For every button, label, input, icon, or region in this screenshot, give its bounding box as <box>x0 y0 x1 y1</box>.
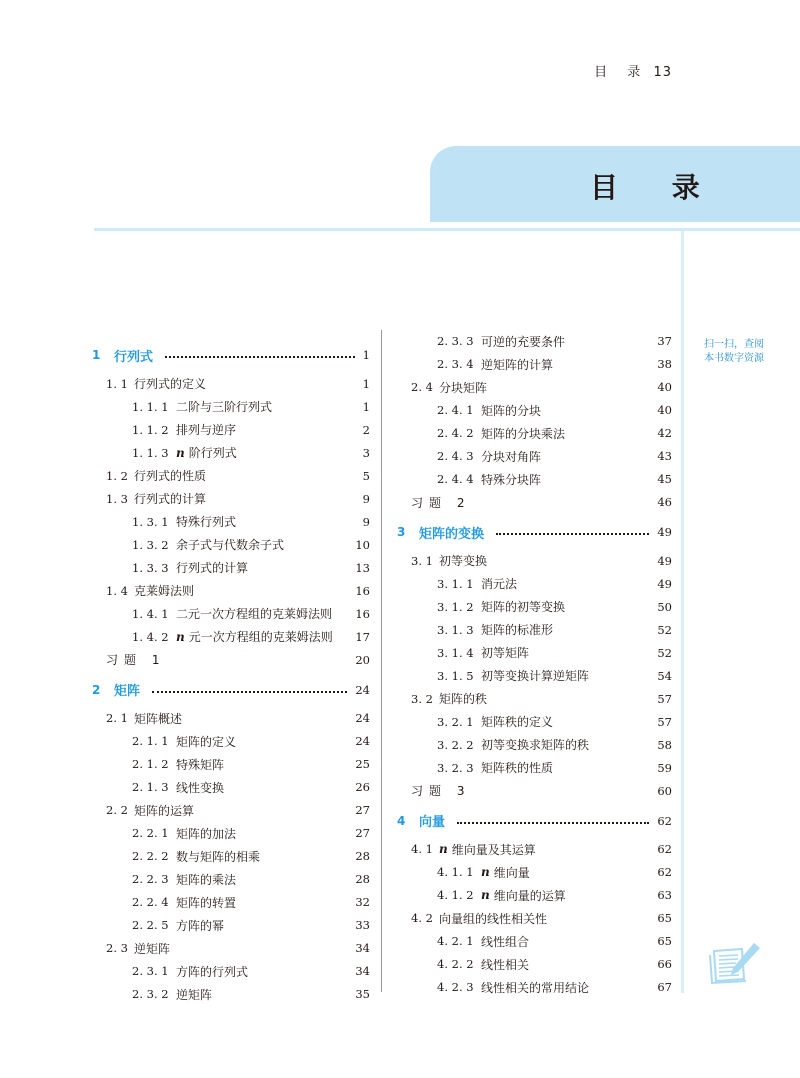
entry-page: 34 <box>355 941 370 955</box>
entry-page: 49 <box>657 576 672 591</box>
entry-number: 3. 1. 4 <box>437 645 474 660</box>
entry-number: 2. 1. 2 <box>132 757 169 771</box>
toc-entry-section[interactable] <box>90 707 370 730</box>
entry-number: 2. 4. 2 <box>437 426 474 440</box>
entry-page: 9 <box>362 491 370 506</box>
entry-title: 数与矩阵的相乘 <box>176 849 261 864</box>
entry-number: 3. 1. 5 <box>437 668 474 683</box>
entry-title: 矩阵秩的性质 <box>481 761 554 775</box>
entry-title: 矩阵概述 <box>134 711 183 726</box>
entry-page: 24 <box>355 682 370 697</box>
entry-title: 逆矩阵 <box>176 987 213 1002</box>
entry-number: 4. 2. 2 <box>437 957 474 971</box>
entry-title: 特殊矩阵 <box>176 757 225 772</box>
toc-entry-subsection[interactable] <box>395 733 672 756</box>
entry-number: 2 <box>92 682 101 697</box>
toc-entry-section[interactable] <box>395 907 672 930</box>
entry-title: 余子式与代数余子式 <box>176 538 285 552</box>
toc-entry-subsection[interactable] <box>395 976 672 999</box>
entry-title: 行列式的计算 <box>176 561 249 575</box>
entry-page: 28 <box>355 849 370 863</box>
entry-number: 4. 2 <box>411 911 433 925</box>
toc-entry-subsection[interactable] <box>90 983 370 1006</box>
toc-entry-subsection[interactable] <box>90 960 370 983</box>
entry-number: 2. 4 <box>411 380 433 394</box>
entry-title: 二阶与三阶行列式 <box>176 400 273 414</box>
toc-entry-subsection[interactable] <box>90 441 370 464</box>
entry-number: 2. 3. 1 <box>132 964 169 978</box>
entry-title: 逆矩阵 <box>134 941 171 956</box>
toc-entry-subsection[interactable] <box>395 756 672 779</box>
toc-entry-subsection[interactable] <box>395 664 672 687</box>
entry-number: 2. 2. 2 <box>132 849 169 863</box>
entry-title: 维向量的运算 <box>493 888 566 903</box>
entry-number: 2. 4. 1 <box>437 403 474 417</box>
toc-left-column <box>90 337 370 1006</box>
entry-number: 2. 4. 4 <box>437 472 474 486</box>
toc-entry-chapter[interactable] <box>395 521 672 544</box>
entry-number: 2. 1. 3 <box>132 780 169 794</box>
notebook-pencil-icon <box>708 937 764 991</box>
entry-title: 排列与逆序 <box>176 423 237 437</box>
toc-entry-subsection[interactable] <box>90 891 370 914</box>
entry-title: 矩阵的加法 <box>176 826 237 841</box>
math-variable: n <box>481 865 490 879</box>
entry-title: 线性相关的常用结论 <box>481 980 590 995</box>
toc-entry-subsection[interactable] <box>90 418 370 441</box>
entry-number: 1. 4 <box>106 583 128 598</box>
entry-number: 2. 2 <box>106 803 128 817</box>
entry-page: 45 <box>657 472 672 486</box>
entry-page: 5 <box>362 468 370 483</box>
toc-entry-section[interactable] <box>90 937 370 960</box>
toc-entry-subsection[interactable] <box>90 776 370 799</box>
entry-title: 初等矩阵 <box>481 646 530 660</box>
entry-title: 矩阵的分块乘法 <box>481 426 566 441</box>
toc-entry-subsection[interactable] <box>90 625 370 648</box>
entry-page: 34 <box>355 964 370 978</box>
entry-title: 行列式的性质 <box>134 469 207 483</box>
entry-page: 24 <box>355 734 370 748</box>
side-note[interactable] <box>704 338 764 366</box>
entry-title: 可逆的充要条件 <box>481 334 566 349</box>
entry-title: 矩阵 <box>114 684 141 699</box>
margin-divider <box>681 231 684 993</box>
toc-entry-subsection[interactable] <box>395 641 672 664</box>
entry-number: 4. 2. 3 <box>437 980 474 994</box>
entry-page: 38 <box>657 357 672 371</box>
entry-page: 32 <box>355 895 370 909</box>
toc-entry-section[interactable] <box>90 487 370 510</box>
entry-page: 65 <box>657 911 672 925</box>
side-note-line2: 本书数字资源 <box>704 353 764 364</box>
entry-number: 3. 2. 2 <box>437 737 474 752</box>
entry-title: 特殊分块阵 <box>481 472 542 487</box>
entry-page: 42 <box>657 426 672 440</box>
entry-title: 矩阵秩的定义 <box>481 715 554 729</box>
entry-number: 2. 2. 5 <box>132 918 169 932</box>
toc-entry-section[interactable] <box>90 372 370 395</box>
toc-entry-subsection[interactable] <box>395 468 672 491</box>
entry-page: 1 <box>362 376 370 391</box>
toc-entry-subsection[interactable] <box>395 572 672 595</box>
entry-number: 1. 4. 1 <box>132 606 169 621</box>
toc-entry-subsection[interactable] <box>395 330 672 353</box>
toc-entry-section[interactable] <box>90 464 370 487</box>
entry-page: 58 <box>657 737 672 752</box>
entry-page: 67 <box>657 980 672 994</box>
entry-title: 克莱姆法则 <box>134 584 195 598</box>
entry-title: 矩阵的标准形 <box>481 623 554 637</box>
toc-entry-subsection[interactable] <box>395 930 672 953</box>
entry-title: 习题 3 <box>411 784 471 798</box>
entry-title: 矩阵的秩 <box>439 692 488 706</box>
entry-title: 分块对角阵 <box>481 449 542 464</box>
entry-title: 矩阵的转置 <box>176 895 237 910</box>
entry-page: 57 <box>657 714 672 729</box>
toc-entry-subsection[interactable] <box>395 884 672 907</box>
running-header-page: 13 <box>653 65 672 80</box>
toc-entry-subsection[interactable] <box>395 953 672 976</box>
toc-entry-subsection[interactable] <box>395 595 672 618</box>
entry-number: 2. 2. 4 <box>132 895 169 909</box>
entry-number: 1. 1. 2 <box>132 422 169 437</box>
entry-page: 57 <box>657 691 672 706</box>
running-header <box>594 61 672 80</box>
entry-title: 矩阵的初等变换 <box>481 600 566 614</box>
entry-title: 消元法 <box>481 577 518 591</box>
entry-number: 1 <box>92 348 101 362</box>
entry-page: 1 <box>362 348 370 362</box>
toc-entry-subsection[interactable] <box>90 602 370 625</box>
header-divider <box>94 228 800 231</box>
entry-number: 2. 1. 1 <box>132 734 169 748</box>
entry-page: 62 <box>657 842 672 856</box>
toc-entry-exercise[interactable] <box>395 491 672 514</box>
toc-entry-exercise[interactable] <box>90 648 370 671</box>
page-title: 目 录 <box>590 171 722 204</box>
entry-page: 60 <box>657 783 672 798</box>
toc-right-column <box>395 330 672 999</box>
entry-page: 27 <box>355 826 370 840</box>
entry-page: 17 <box>355 629 370 644</box>
entry-title: 阶行列式 <box>188 446 237 460</box>
entry-title: 矩阵的分块 <box>481 403 542 418</box>
entry-page: 37 <box>657 334 672 348</box>
toc-entry-subsection[interactable] <box>90 822 370 845</box>
toc-entry-subsection[interactable] <box>90 914 370 937</box>
toc-entry-exercise[interactable] <box>395 779 672 802</box>
entry-title: 方阵的幂 <box>176 918 225 933</box>
entry-number: 3 <box>397 525 406 539</box>
toc-entry-subsection[interactable] <box>90 845 370 868</box>
entry-number: 1. 4. 2 <box>132 629 169 644</box>
toc-entry-section[interactable] <box>395 376 672 399</box>
toc-entry-section[interactable] <box>395 549 672 572</box>
entry-number: 4. 2. 1 <box>437 934 474 948</box>
entry-page: 3 <box>362 445 370 460</box>
entry-page: 28 <box>355 872 370 886</box>
entry-page: 20 <box>355 652 370 667</box>
toc-entry-section[interactable] <box>395 838 672 861</box>
entry-title: 二元一次方程组的克莱姆法则 <box>176 607 333 621</box>
entry-number: 3. 1. 3 <box>437 622 474 637</box>
toc-entry-subsection[interactable] <box>90 730 370 753</box>
entry-title: 初等变换求矩阵的秩 <box>481 738 590 752</box>
entry-number: 3. 1 <box>411 553 433 568</box>
toc-entry-subsection[interactable] <box>90 395 370 418</box>
entry-title: 矩阵的运算 <box>134 803 195 818</box>
toc-entry-subsection[interactable] <box>90 868 370 891</box>
entry-title: 习题 1 <box>106 653 166 667</box>
entry-number: 3. 2 <box>411 691 433 706</box>
entry-title: 矩阵的定义 <box>176 734 237 749</box>
entry-page: 52 <box>657 622 672 637</box>
entry-number: 1. 3 <box>106 491 128 506</box>
leader-dots <box>152 691 347 693</box>
entry-number: 1. 1. 1 <box>132 399 169 414</box>
entry-title: 习题 2 <box>411 495 471 510</box>
entry-title: 特殊行列式 <box>176 515 237 529</box>
entry-page: 40 <box>657 380 672 394</box>
entry-page: 26 <box>355 780 370 794</box>
entry-number: 2. 3. 4 <box>437 357 474 371</box>
entry-title: 方阵的行列式 <box>176 964 249 979</box>
leader-dots <box>496 533 649 535</box>
toc-entry-subsection[interactable] <box>395 618 672 641</box>
entry-number: 2. 3. 2 <box>132 987 169 1001</box>
toc-entry-chapter[interactable] <box>90 344 370 367</box>
entry-title: 逆矩阵的计算 <box>481 357 554 372</box>
entry-number: 4. 1. 2 <box>437 888 474 902</box>
toc-entry-subsection[interactable] <box>395 710 672 733</box>
entry-title: 元一次方程组的克莱姆法则 <box>188 630 333 644</box>
entry-title: 行列式的计算 <box>134 492 207 506</box>
toc-entry-subsection[interactable] <box>90 753 370 776</box>
entry-number: 2. 2. 3 <box>132 872 169 886</box>
entry-title: 分块矩阵 <box>439 380 488 395</box>
entry-page: 2 <box>362 422 370 437</box>
math-variable: n <box>176 629 185 644</box>
toc-entry-subsection[interactable] <box>395 445 672 468</box>
toc-entry-subsection[interactable] <box>90 533 370 556</box>
toc-entry-subsection[interactable] <box>395 353 672 376</box>
entry-page: 63 <box>657 888 672 902</box>
entry-title: 维向量 <box>493 865 530 880</box>
entry-number: 2. 1 <box>106 711 128 725</box>
entry-title: 初等变换计算逆矩阵 <box>481 669 590 683</box>
toc-entry-subsection[interactable] <box>395 422 672 445</box>
entry-page: 13 <box>355 560 370 575</box>
entry-page: 62 <box>657 865 672 879</box>
entry-title: 矩阵的乘法 <box>176 872 237 887</box>
math-variable: n <box>481 888 490 902</box>
entry-title: 线性变换 <box>176 780 225 795</box>
math-variable: n <box>176 445 185 460</box>
entry-number: 4 <box>397 813 406 828</box>
entry-title: 线性组合 <box>481 934 530 949</box>
column-separator <box>381 330 382 992</box>
entry-page: 16 <box>355 583 370 598</box>
entry-number: 3. 2. 1 <box>437 714 474 729</box>
entry-number: 2. 2. 1 <box>132 826 169 840</box>
toc-entry-section[interactable] <box>90 799 370 822</box>
entry-page: 27 <box>355 803 370 817</box>
entry-number: 1. 1. 3 <box>132 445 169 460</box>
running-header-title: 目 录 <box>594 65 649 80</box>
entry-page: 25 <box>355 757 370 771</box>
toc-entry-subsection[interactable] <box>90 556 370 579</box>
toc-entry-chapter[interactable] <box>395 809 672 832</box>
entry-number: 3. 1. 1 <box>437 576 474 591</box>
entry-page: 49 <box>657 525 672 539</box>
toc-entry-section[interactable] <box>90 579 370 602</box>
entry-title: 向量 <box>419 815 446 830</box>
side-note-line1: 扫一扫，查阅 <box>704 339 764 350</box>
entry-page: 24 <box>355 711 370 725</box>
entry-number: 3. 1. 2 <box>437 599 474 614</box>
toc-entry-subsection[interactable] <box>395 399 672 422</box>
entry-page: 59 <box>657 760 672 775</box>
entry-number: 3. 2. 3 <box>437 760 474 775</box>
entry-page: 50 <box>657 599 672 614</box>
entry-page: 10 <box>355 537 370 552</box>
toc-entry-chapter[interactable] <box>90 678 370 701</box>
entry-number: 1. 1 <box>106 376 128 391</box>
entry-title: 初等变换 <box>439 554 488 568</box>
entry-number: 4. 1. 1 <box>437 865 474 879</box>
entry-title: 线性相关 <box>481 957 530 972</box>
entry-page: 46 <box>657 495 672 509</box>
entry-page: 43 <box>657 449 672 463</box>
entry-page: 1 <box>362 399 370 414</box>
entry-page: 9 <box>362 514 370 529</box>
entry-title: 维向量及其运算 <box>451 842 536 857</box>
entry-page: 52 <box>657 645 672 660</box>
entry-page: 40 <box>657 403 672 417</box>
entry-title: 行列式的定义 <box>134 377 207 391</box>
entry-page: 65 <box>657 934 672 948</box>
toc-entry-subsection[interactable] <box>90 510 370 533</box>
entry-page: 16 <box>355 606 370 621</box>
entry-number: 2. 3. 3 <box>437 334 474 348</box>
entry-number: 4. 1 <box>411 842 433 856</box>
entry-page: 33 <box>355 918 370 932</box>
entry-number: 1. 3. 2 <box>132 537 169 552</box>
entry-number: 1. 2 <box>106 468 128 483</box>
entry-page: 54 <box>657 668 672 683</box>
entry-page: 62 <box>657 813 672 828</box>
math-variable: n <box>439 842 448 856</box>
entry-title: 向量组的线性相关性 <box>439 911 548 926</box>
toc-entry-section[interactable] <box>395 687 672 710</box>
entry-title: 行列式 <box>114 349 154 365</box>
entry-number: 1. 3. 3 <box>132 560 169 575</box>
leader-dots <box>457 822 649 824</box>
entry-page: 35 <box>355 987 370 1001</box>
entry-title: 矩阵的变换 <box>419 526 485 542</box>
entry-number: 2. 4. 3 <box>437 449 474 463</box>
entry-number: 2. 3 <box>106 941 128 955</box>
entry-page: 66 <box>657 957 672 971</box>
entry-page: 49 <box>657 553 672 568</box>
entry-number: 1. 3. 1 <box>132 514 169 529</box>
leader-dots <box>165 356 355 358</box>
toc-entry-subsection[interactable] <box>395 861 672 884</box>
